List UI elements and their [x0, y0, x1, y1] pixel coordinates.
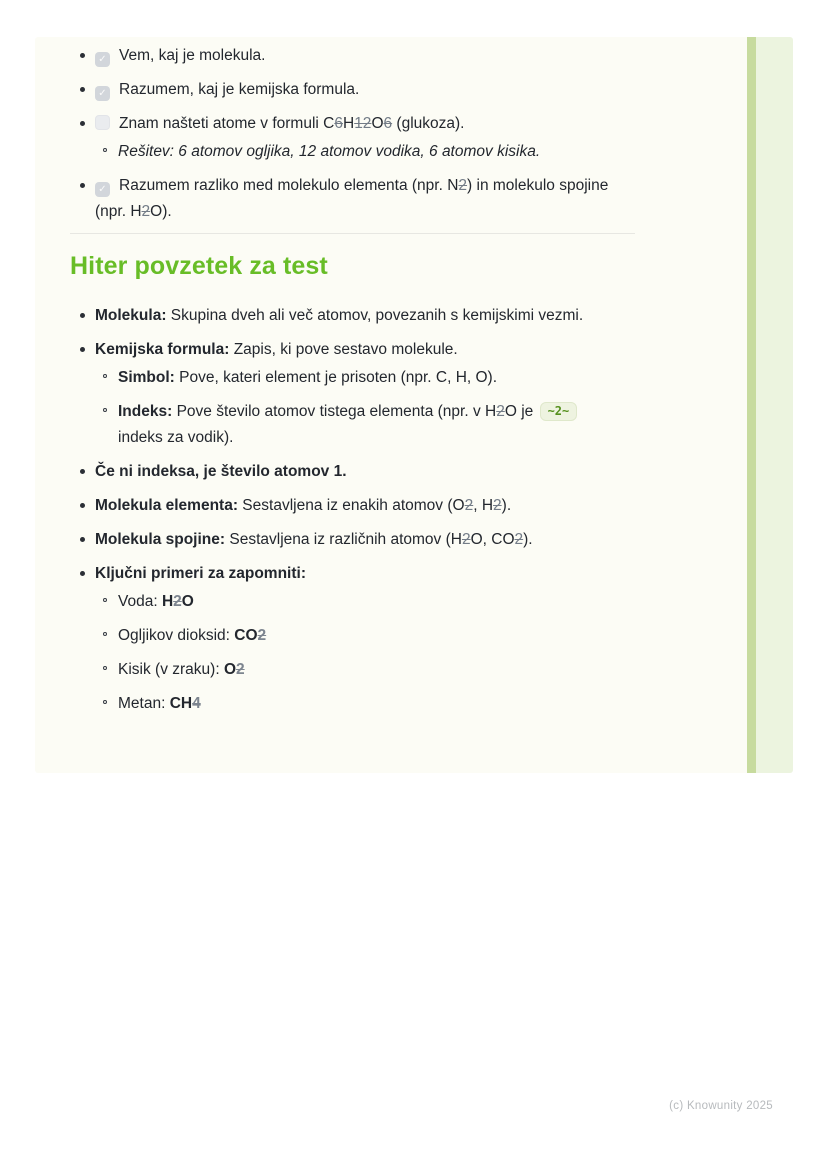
sub-list-item — [100, 623, 733, 649]
checklist-item-text — [95, 47, 265, 64]
circle-bullet-icon — [103, 148, 107, 152]
circle-bullet-icon — [103, 408, 107, 412]
text-segment: Sestavljena iz različnih atomov (H — [225, 531, 462, 548]
text-segment: Voda: — [118, 593, 162, 610]
bullet-icon — [80, 469, 85, 474]
sub-list-item — [100, 399, 733, 451]
summary-item-text — [95, 565, 306, 582]
text-segment: 2 — [257, 627, 267, 644]
text-segment: Razumem razliko med molekulo elementa (npr. N — [119, 177, 459, 194]
text-segment: O — [223, 661, 236, 678]
sub-list-item — [100, 589, 733, 615]
section-divider — [70, 233, 635, 234]
text-segment: Indeks: — [118, 403, 173, 420]
text-segment: CO — [234, 627, 258, 644]
copyright-notice: (c) Knowunity 2025 — [669, 1100, 773, 1112]
text-segment: 2 — [461, 531, 471, 548]
text-segment: O, CO — [470, 531, 515, 548]
bullet-icon — [80, 571, 85, 576]
sub-item-text — [118, 627, 266, 644]
checklist-item-text — [95, 177, 608, 220]
text-segment: 2 — [514, 531, 524, 548]
text-segment: Vem, kaj je molekula. — [119, 47, 266, 64]
inline-code-badge: ~2~ — [540, 402, 578, 421]
text-segment: Molekula elementa: — [95, 497, 238, 514]
checklist-item — [78, 173, 733, 225]
checkbox-checked-icon[interactable]: ✓ — [95, 52, 110, 67]
summary-item-text — [95, 307, 583, 324]
note-page — [35, 37, 793, 773]
text-segment: 2 — [458, 177, 468, 194]
sub-item-text — [118, 593, 194, 610]
circle-bullet-icon — [103, 374, 107, 378]
text-segment: ) in molekulo spojine — [467, 177, 609, 194]
bullet-icon — [80, 53, 85, 58]
text-segment: Zapis, ki pove sestavo molekule. — [229, 341, 458, 358]
checklist-item — [78, 77, 733, 103]
summary-item-text — [95, 341, 458, 358]
text-segment: Znam našteti atome v formuli C — [119, 115, 335, 132]
note-content — [70, 43, 733, 725]
sub-list-item — [100, 691, 733, 717]
text-segment: 2 — [496, 403, 505, 420]
bullet-icon — [80, 121, 85, 126]
sub-list — [100, 139, 733, 165]
circle-bullet-icon — [103, 666, 107, 670]
text-segment: Kisik (v zraku): — [118, 661, 224, 678]
text-segment: ). — [501, 497, 512, 514]
checkbox-unchecked-icon[interactable] — [95, 115, 110, 130]
text-segment: 4 — [192, 695, 201, 712]
bullet-icon — [80, 537, 85, 542]
summary-item — [78, 337, 733, 451]
text-segment: 2 — [236, 661, 245, 678]
summary-item — [78, 459, 733, 485]
sub-item-text — [118, 143, 540, 160]
text-segment: 2 — [464, 497, 474, 514]
sub-item-text — [118, 369, 497, 386]
summary-list — [78, 303, 733, 717]
text-segment: O — [181, 593, 194, 610]
text-segment: Simbol: — [118, 369, 175, 386]
text-segment: H — [342, 115, 355, 132]
checklist-item-text — [95, 115, 465, 132]
checkbox-checked-icon[interactable]: ✓ — [95, 182, 110, 197]
bullet-icon — [80, 87, 85, 92]
text-segment: indeks za vodik). — [118, 429, 234, 446]
text-segment: 12 — [354, 115, 372, 132]
text-segment: ). — [523, 531, 533, 548]
sub-list — [100, 365, 733, 451]
checklist-item-text — [95, 81, 359, 98]
text-segment: (npr. H — [95, 203, 142, 220]
text-segment: 2 — [173, 593, 182, 610]
text-segment: H — [161, 593, 174, 610]
text-segment: Molekula: — [95, 307, 167, 324]
summary-item-text — [95, 463, 347, 480]
circle-bullet-icon — [103, 598, 107, 602]
bullet-icon — [80, 183, 85, 188]
text-segment: Molekula spojine: — [95, 531, 226, 548]
section-heading: Hiter povzetek za test — [70, 252, 328, 280]
sub-list-item — [100, 139, 733, 165]
page-margin-strip — [747, 37, 793, 773]
sub-list-item — [100, 365, 733, 391]
text-segment: CH — [169, 695, 193, 712]
text-segment: Kemijska formula: — [95, 341, 230, 358]
text-segment: , H — [473, 497, 494, 514]
text-segment: Metan: — [118, 695, 170, 712]
sub-list — [100, 589, 733, 717]
text-segment: (glukoza). — [392, 115, 465, 132]
text-segment: Pove število atomov tistega elementa (npr. v H — [172, 403, 497, 420]
summary-item-text — [95, 531, 533, 548]
text-segment: 2 — [141, 203, 151, 220]
text-segment: 6 — [334, 115, 343, 132]
checkbox-checked-icon[interactable]: ✓ — [95, 86, 110, 101]
text-segment: 2 — [493, 497, 502, 514]
text-segment: Razumem, kaj je kemijska formula. — [119, 81, 360, 98]
text-segment: Ključni primeri za zapomniti: — [95, 565, 306, 582]
circle-bullet-icon — [103, 632, 107, 636]
summary-item — [78, 493, 733, 519]
bullet-icon — [80, 313, 85, 318]
text-segment: Skupina dveh ali več atomov, povezanih s kemijskimi vezmi. — [166, 307, 584, 324]
sub-list-item — [100, 657, 733, 683]
text-segment: O — [371, 115, 384, 132]
text-segment: O je — [504, 403, 538, 420]
text-segment: 6 — [383, 115, 393, 132]
summary-item — [78, 527, 733, 553]
circle-bullet-icon — [103, 700, 107, 704]
checklist — [78, 43, 733, 225]
text-segment: Sestavljena iz enakih atomov (O — [238, 497, 465, 514]
summary-item — [78, 561, 733, 717]
text-segment: Pove, kateri element je prisoten (npr. C, H, O). — [174, 369, 498, 386]
text-segment: Če ni indeksa, je število atomov 1. — [95, 463, 347, 480]
checklist-item — [78, 43, 733, 69]
checklist-item — [78, 111, 733, 165]
summary-item — [78, 303, 733, 329]
sub-item-text — [118, 695, 201, 712]
sub-item-text — [118, 403, 579, 446]
sub-item-text — [118, 661, 245, 678]
summary-item-text — [95, 497, 511, 514]
bullet-icon — [80, 503, 85, 508]
bullet-icon — [80, 347, 85, 352]
text-segment: O). — [150, 203, 172, 220]
text-segment: Ogljikov dioksid: — [118, 627, 235, 644]
text-segment: Rešitev: 6 atomov ogljika, 12 atomov vodika, 6 atomov kisika. — [118, 143, 541, 160]
